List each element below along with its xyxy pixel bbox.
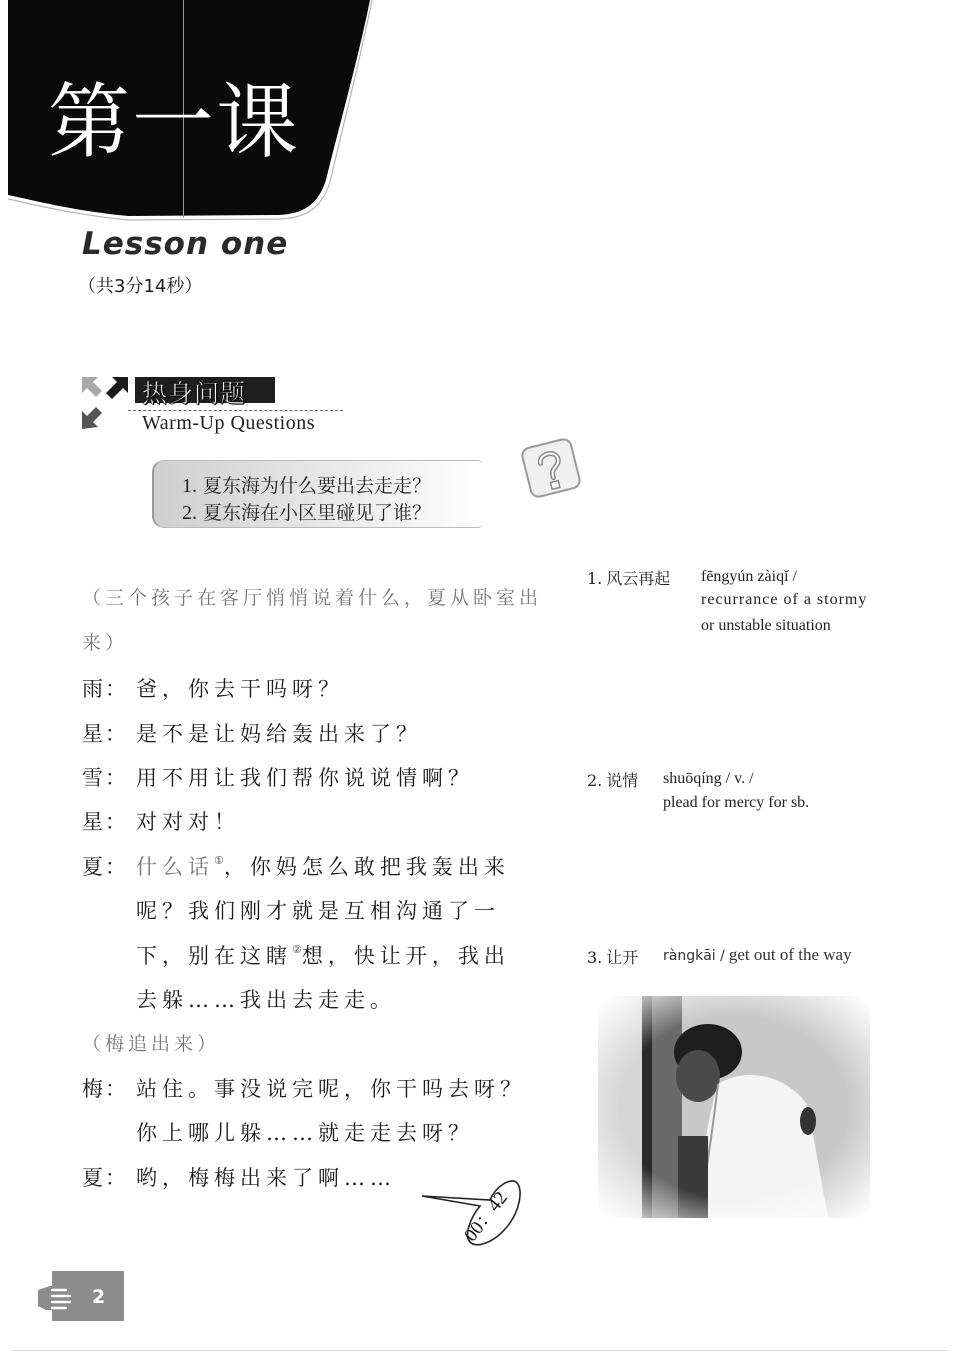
vocab-item-1: 1. 风云再起 [587, 569, 671, 588]
timestamp-bubble [418, 1172, 528, 1250]
photo-illustration [598, 996, 870, 1218]
dialogue-continuation: 去躲……我出去走走。 [136, 988, 396, 1012]
dialogue-line: 星： 对对对！ [82, 806, 240, 836]
vocab-definition: recurrance of a stormy [701, 591, 868, 608]
speaker-label: 雨： [82, 677, 128, 701]
speaker-label: 夏： [82, 1166, 128, 1190]
vocab-gloss [663, 945, 852, 965]
vocab-definition: get out of the way [728, 945, 852, 964]
dialogue-line: 星： 是不是让妈给轰出来了？ [82, 718, 422, 748]
vocab-word: 风云再起 [606, 569, 671, 588]
dialogue-continuation: 呢？我们刚才就是互相沟通了一 [136, 899, 500, 923]
dialogue-continuation: 你上哪儿躲……就走走去呀？ [136, 1121, 474, 1145]
warmup-divider [128, 410, 343, 411]
stage-direction: 来） [82, 632, 129, 654]
footnote-marker: ② [292, 943, 302, 956]
warmup-question-1: 1. 夏东海为什么要出去走走？ [182, 475, 432, 497]
pointing-hand-icon [36, 1282, 84, 1312]
warmup-title-en: Warm-Up Questions [142, 412, 315, 434]
dialogue-line: 雪： 用不用让我们帮你说说情啊？ [82, 762, 474, 792]
dialogue-line: 梅： 站住。事没说完呢，你干吗去呀？ [82, 1073, 526, 1103]
lesson-duration: （共3分14秒） [78, 276, 203, 297]
speaker-label: 夏： [82, 855, 128, 879]
arrows-icon [80, 375, 130, 431]
speaker-label: 梅： [82, 1077, 128, 1101]
footnote-marker: ① [214, 854, 224, 867]
warmup-title-cn: 热身问题 [142, 379, 247, 408]
page-number: 2 [92, 1286, 106, 1308]
vocab-item-2: 2. 说情 [587, 771, 639, 790]
vocab-pinyin: shuōqíng / v. / [663, 770, 754, 787]
dialogue-continuation: 下，别在这瞎②想，快让开，我出 [136, 943, 510, 968]
dialogue-line: 夏： 哟，梅梅出来了啊…… [82, 1162, 396, 1192]
vocab-definition: or unstable situation [701, 617, 831, 634]
page-bottom-rule [12, 1350, 947, 1351]
speaker-label: 星： [82, 810, 128, 834]
vocab-word: 说情 [606, 771, 639, 790]
lesson-title-en: Lesson one [82, 226, 289, 262]
man-leaning-at-doorway-photo [598, 996, 870, 1218]
dialogue-line: 夏： 什么话①，你妈怎么敢把我轰出来 [82, 851, 510, 881]
vocab-pinyin: fēngyún zàiqǐ / [701, 568, 797, 585]
lesson-header-banner [8, 0, 373, 220]
stage-direction: （三个孩子在客厅悄悄说着什么，夏从卧室出 [82, 587, 543, 609]
lesson-title-cn: 第一课 [48, 75, 301, 170]
vocab-definition: plead for mercy for sb. [663, 794, 810, 811]
warmup-question-2: 2. 夏东海在小区里碰见了谁？ [182, 502, 432, 524]
speaker-label: 星： [82, 722, 128, 746]
vocab-word: 让开 [606, 948, 639, 967]
vocab-item-3: 3. 让开 [587, 948, 639, 967]
question-mark-icon [518, 437, 584, 499]
stage-direction: （梅追出来） [82, 1033, 221, 1055]
timestamp-text: 00：42 [460, 1187, 512, 1246]
speaker-label: 雪： [82, 766, 128, 790]
dialogue-line: 雨： 爸，你去干吗呀？ [82, 673, 344, 703]
vocab-pinyin: ràngkāi / [663, 948, 725, 964]
